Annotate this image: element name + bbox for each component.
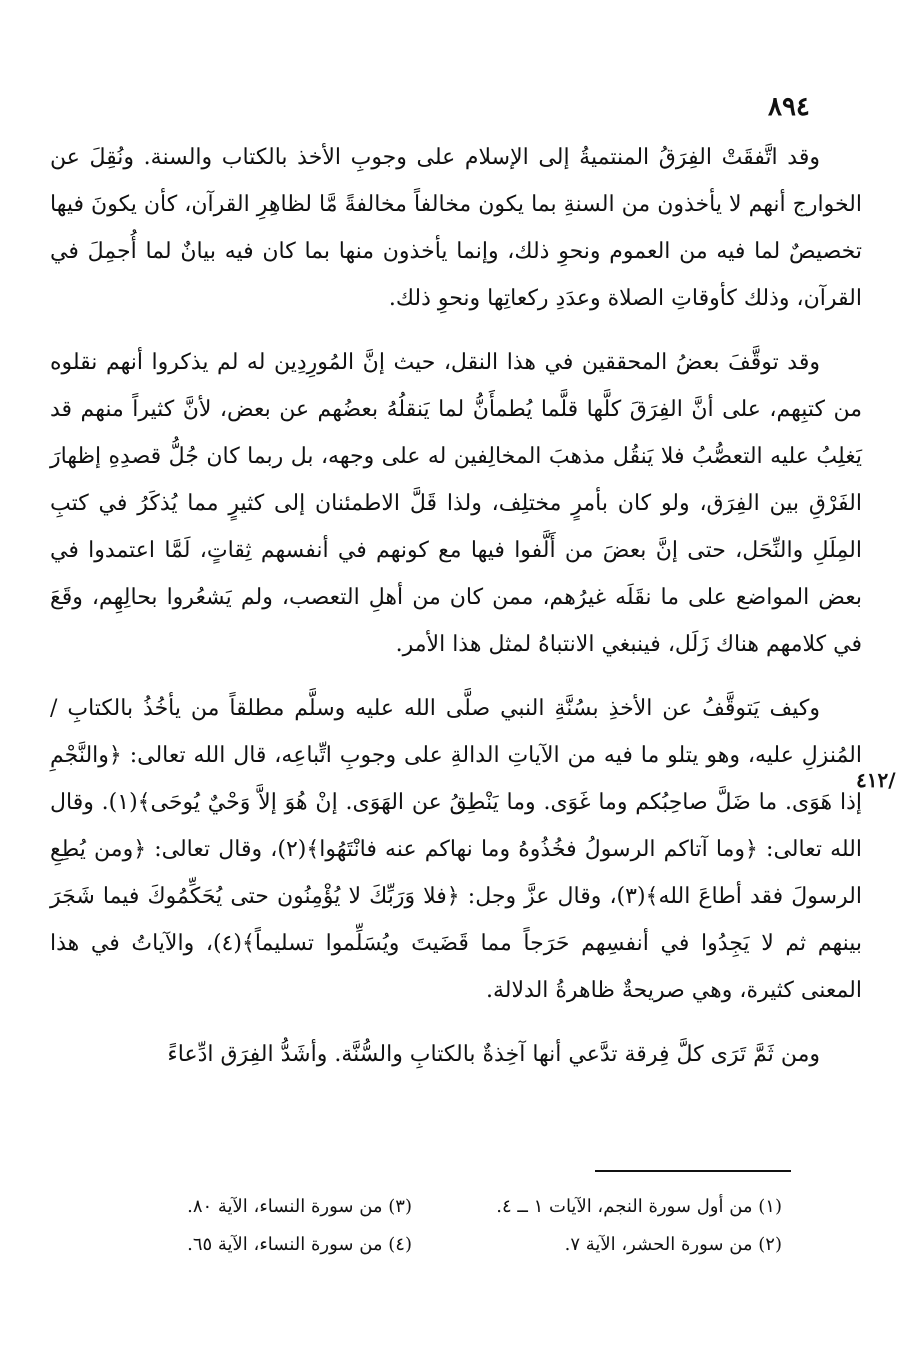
footnote-3: (٣) من سورة النساء، الآية ٨٠. bbox=[187, 1196, 412, 1217]
page-number: ٨٩٤ bbox=[768, 92, 810, 122]
footnote-1: (١) من أول سورة النجم، الآيات ١ ــ ٤. bbox=[496, 1196, 782, 1217]
margin-page-reference: ٤١٢/ bbox=[856, 768, 896, 792]
main-text bbox=[50, 134, 862, 1078]
paragraph-3: وكيف يَتوقَّفُ عن الأخذِ بسُنَّةِ النبي صلَّى الله عليه وسلَّم مطلقاً من يأخُذُ بالكتابِ / المُنزلِ عليه، وهو يتلو ما فيه من الآياتِ الدالةِ على وجوبِ اتِّباعِه، قال الله تعالى: ﴿والنَّجْمِ إذا هَوَى. ما ضَلَّ صاحِبُكم وما غَوَى. وما يَنْطِقُ عن الهَوَى. إنْ هُوَ إلاَّ وَحْيٌ يُوحَى﴾(١). وقال الله تعالى: ﴿وما آتاكم الرسولُ فخُذُوهُ وما نهاكم عنه فانْتَهُوا﴾(٢)، وقال تعالى: ﴿ومن يُطِعِ الرسولَ فقد أطاعَ الله﴾(٣)، وقال عزَّ وجل: ﴿فلا وَرَبِّكَ لا يُؤْمِنُون حتى يُحَكِّمُوكَ فيما شَجَرَ بينهم ثم لا يَجِدُوا في أنفسِهم حَرَجاً مما قَضَيتَ ويُسَلِّموا تسليماً﴾(٤)، والآياتُ في هذا المعنى كثيرة، وهي صريحةٌ ظاهرةُ الدلالة. bbox=[50, 696, 862, 1003]
footnotes bbox=[52, 1188, 782, 1264]
footnote-row bbox=[52, 1226, 782, 1264]
footnote-2: (٢) من سورة الحشر، الآية ٧. bbox=[564, 1234, 782, 1255]
paragraph-2: وقد توقَّفَ بعضُ المحققين في هذا النقل، حيث إنَّ المُورِدِين له لم يذكروا أنهم نقلوه من كتبِهم، على أنَّ الفِرَقَ كلَّها قلَّما يُطمأَنُّ لما يَنقلُهُ بعضُهم عن بعض، لأنَّ كثيراً منهم قد يَغلِبُ عليه التعصُّبُ فلا يَنقُل مذهبَ المخالِفين له على وجهه، بل ربما كان جُلُّ قصدِهِ إظهارَ الفَرْقِ بين الفِرَق، ولو كان بأمرٍ مختلِف، ولذا قَلَّ الاطمئنان إلى كثيرٍ مما يُذكَرُ في كتبِ المِلَلِ والنِّحَل، حتى إنَّ بعضَ من أَلَّفوا فيها مع كونهم في أنفسهم ثِقاتٍ، لَمَّا اعتمدوا في بعض المواضع على ما نقَلَه غيرُهم، ممن كان من أهلِ التعصب، ولم يَشعُروا بحالِهِم، وقَعَ في كلامهم هناك زَلَل، فينبغي الانتباهُ لمثل هذا الأمر. bbox=[50, 350, 862, 657]
paragraph-4: ومن ثَمَّ تَرَى كلَّ فِرقة تدَّعي أنها آخِذةٌ بالكتابِ والسُّنَّة. وأشَدُّ الفِرَق ادِّعاءً bbox=[167, 1042, 820, 1067]
footnote-divider bbox=[595, 1170, 791, 1172]
footnote-row bbox=[52, 1188, 782, 1226]
paragraph-1: وقد اتَّفقَتْ الفِرَقُ المنتميةُ إلى الإسلام على وجوبِ الأخذ بالكتاب والسنة. ونُقِلَ عن الخوارج أنهم لا يأخذون من السنةِ بما يكون مخالفاً مخالفةً مَّا لظاهِرِ القرآن، كأن يكونَ فيها تخصيصٌ لما فيه من العموم ونحوِ ذلك، وإنما يأخذون منها بما كان فيه بيانٌ لما أُجمِلَ في القرآن، وذلك كأوقاتِ الصلاة وعدَدِ ركعاتِها ونحوِ ذلك. bbox=[50, 145, 863, 311]
footnote-4: (٤) من سورة النساء، الآية ٦٥. bbox=[187, 1234, 412, 1255]
